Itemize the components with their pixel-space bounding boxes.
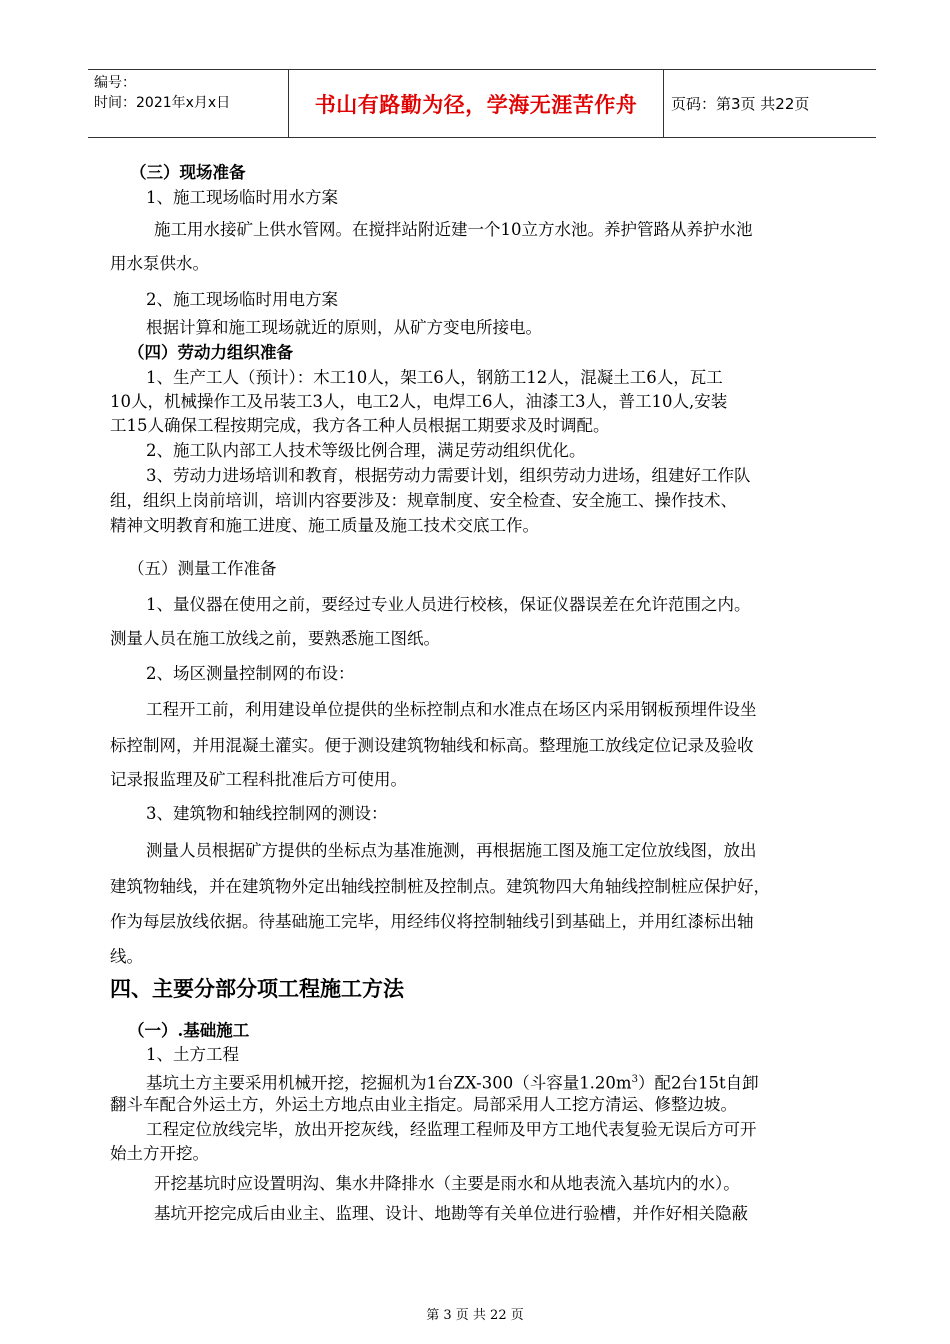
paragraph-line: 精神文明教育和施工进度、施工质量及施工技术交底工作。 — [110, 516, 539, 535]
paragraph-line: 用水泵供水。 — [110, 254, 209, 273]
paragraph-line: 10人，机械操作工及吊装工3人，电工2人，电焊工6人，油漆工3人，普工10人,安装 — [110, 392, 728, 411]
subheading: 2、施工现场临时用电方案 — [146, 290, 338, 309]
paragraph-line — [146, 1069, 759, 1095]
paragraph-line: 记录报监理及矿工程科批准后方可使用。 — [110, 770, 407, 789]
paragraph-line: 基坑开挖完成后由业主、监理、设计、地勘等有关单位进行验槽，并作好相关隐蔽 — [154, 1204, 748, 1223]
paragraph-line: 测量人员根据矿方提供的坐标点为基准施测，再根据施工图及施工定位放线图，放出 — [146, 841, 757, 860]
paragraph-line: 2、施工队内部工人技术等级比例合理，满足劳动组织优化。 — [146, 441, 586, 460]
section-title: （五）测量工作准备 — [128, 559, 277, 578]
header-meta — [88, 70, 288, 137]
header-motto: 书山有路勤为径，学海无涯苦作舟 — [288, 70, 664, 137]
paragraph-line: 1、量仪器在使用之前，要经过专业人员进行校核，保证仪器误差在允许范围之内。 — [146, 595, 751, 614]
paragraph-line: 测量人员在施工放线之前，要熟悉施工图纸。 — [110, 629, 440, 648]
paragraph-line: 作为每层放线依据。待基础施工完毕，用经纬仪将控制轴线引到基础上，并用红漆标出轴 — [110, 912, 754, 931]
header-page-label: 页码：第3页 共22页 — [671, 95, 810, 113]
subheading: 3、建筑物和轴线控制网的测设： — [146, 804, 388, 823]
paragraph-line: 建筑物轴线，并在建筑物外定出轴线控制桩及控制点。建筑物四大角轴线控制桩应保护好， — [110, 877, 770, 896]
paragraph-line: 根据计算和施工现场就近的原则，从矿方变电所接电。 — [146, 318, 542, 337]
section-title: （一）.基础施工 — [128, 1021, 250, 1040]
time-label: 时间：2021年x月x日 — [94, 95, 231, 111]
paragraph-line: 施工用水接矿上供水管网。在搅拌站附近建一个10立方水池。养护管路从养护水池 — [154, 220, 753, 239]
paragraph-line: 1、生产工人（预计）：木工10人，架工6人，钢筋工12人，混凝土工6人，瓦工 — [146, 368, 723, 387]
text-run: ）配2台15t自卸 — [637, 1073, 759, 1093]
superscript: 3 — [631, 1074, 638, 1085]
paragraph-line: 工程定位放线完毕，放出开挖灰线，经监理工程师及甲方工地代表复验无误后方可开 — [146, 1120, 757, 1139]
paragraph-line: 3、劳动力进场培训和教育，根据劳动力需要计划，组织劳动力进场，组建好工作队 — [146, 466, 751, 485]
paragraph-line: 翻斗车配合外运土方，外运土方地点由业主指定。局部采用人工挖方清运、修整边坡。 — [110, 1095, 737, 1114]
section-title: （四）劳动力组织准备 — [128, 343, 293, 362]
text-run: 基坑土方主要采用机械开挖，挖掘机为1台ZX-300（斗容量1.20m — [146, 1073, 632, 1093]
paragraph-line: 组，组织上岗前培训，培训内容要涉及：规章制度、安全检查、安全施工、操作技术、 — [110, 491, 737, 510]
number-label: 编号： — [94, 75, 136, 91]
paragraph-line: 工15人确保工程按期完成，我方各工种人员根据工期要求及时调配。 — [110, 416, 610, 435]
subheading: 1、土方工程 — [146, 1045, 239, 1064]
paragraph-line: 始土方开挖。 — [110, 1144, 209, 1163]
paragraph-line: 工程开工前，利用建设单位提供的坐标控制点和水准点在场区内采用钢板预埋件设坐 — [146, 700, 757, 719]
subheading: 1、施工现场临时用水方案 — [146, 188, 338, 207]
page-footer: 第 3 页 共 22 页 — [426, 1308, 524, 1323]
subheading: 2、场区测量控制网的布设： — [146, 664, 355, 683]
paragraph-line: 开挖基坑时应设置明沟、集水井降排水（主要是雨水和从地表流入基坑内的水）。 — [154, 1174, 740, 1193]
paragraph-line: 线。 — [110, 947, 143, 966]
page-header — [88, 69, 876, 138]
paragraph-line: 标控制网，并用混凝土灌实。便于测设建筑物轴线和标高。整理施工放线定位记录及验收 — [110, 736, 754, 755]
chapter-title: 四、主要分部分项工程施工方法 — [110, 977, 404, 1001]
section-title: （三）现场准备 — [130, 163, 246, 182]
